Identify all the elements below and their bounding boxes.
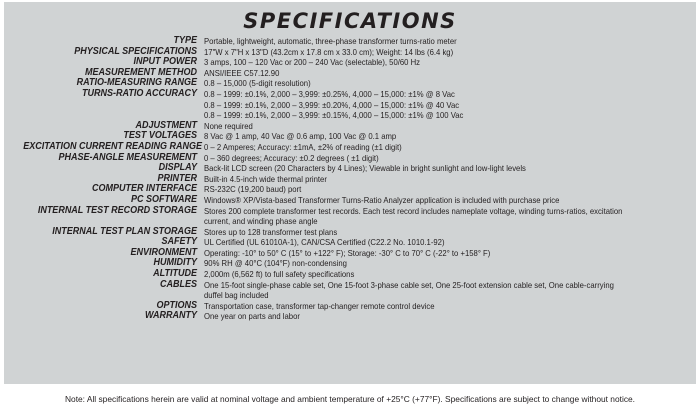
spec-label: TEST VOLTAGES — [123, 130, 197, 142]
spec-row-cables — [4, 280, 696, 291]
spec-value: 0 – 2 Amperes; Accuracy: ±1mA, ±2% of reading (±1 digit) — [204, 141, 402, 152]
spec-value: RS-232C (19,200 baud) port — [204, 184, 302, 195]
spec-label: RATIO-MEASURING RANGE — [76, 77, 197, 89]
specifications-panel — [4, 2, 696, 384]
spec-row-cables-cont — [4, 290, 696, 301]
spec-label: EXCITATION CURRENT READING RANGE — [23, 140, 202, 152]
spec-row-display — [4, 163, 696, 174]
spec-label: DISPLAY — [158, 162, 197, 174]
spec-label: SAFETY — [161, 236, 197, 248]
spec-label: HUMIDITY — [153, 257, 197, 269]
spec-value: One year on parts and labor — [204, 311, 300, 322]
spec-table — [4, 36, 696, 322]
spec-value: None required — [204, 120, 253, 131]
spec-label: WARRANTY — [144, 310, 197, 322]
spec-row-options — [4, 301, 696, 312]
spec-value: Stores 200 complete transformer test records. Each test record includes nameplate voltage, winding turns-ratios, excitation — [204, 205, 623, 216]
spec-value: Transportation case, transformer tap-changer remote control device — [204, 300, 435, 311]
spec-label: INTERNAL TEST PLAN STORAGE — [52, 225, 197, 237]
spec-row-physical-specifications — [4, 47, 696, 58]
spec-value: 2,000m (6,562 ft) to full safety specifications — [204, 269, 355, 280]
spec-value: 0.8 – 1999: ±0.1%, 2,000 – 3,999: ±0.15%, 4,000 – 15,000: ±1% @ 100 Vac — [204, 110, 464, 121]
spec-row-safety — [4, 237, 696, 248]
spec-value: 3 amps, 100 – 120 Vac or 200 – 240 Vac (selectable), 50/60 Hz — [204, 57, 421, 68]
spec-row-internal-test-plan-storage — [4, 227, 696, 238]
spec-label: COMPUTER INTERFACE — [91, 183, 197, 195]
spec-value: Back-lit LCD screen (20 Characters by 4 Lines); Viewable in bright sunlight and low-light levels — [204, 163, 526, 174]
spec-value: 8 Vac @ 1 amp, 40 Vac @ 0.6 amp, 100 Vac @ 0.1 amp — [204, 131, 397, 142]
spec-label: INTERNAL TEST RECORD STORAGE — [37, 204, 198, 216]
spec-row-internal-test-record-storage — [4, 206, 696, 217]
spec-row-phase-angle — [4, 153, 696, 164]
spec-value: 90% RH @ 40°C (104°F) non-condensing — [204, 258, 347, 269]
spec-row-humidity — [4, 258, 696, 269]
spec-row-environment — [4, 248, 696, 259]
spec-value: UL Certified (UL 61010A-1), CAN/CSA Certified (C22.2 No. 1010.1-92) — [204, 237, 445, 248]
spec-label: PC SOFTWARE — [130, 193, 197, 205]
spec-value: Portable, lightweight, automatic, three-phase transformer turns-ratio meter — [204, 36, 457, 46]
spec-row-adjustment — [4, 121, 696, 132]
footnote: Note: All specifications herein are valid at nominal voltage and ambient temperature of +25°C (+77°F). Specifications are subject to change without notice. — [64, 394, 635, 404]
spec-label: OPTIONS — [156, 299, 197, 311]
spec-value: Built-in 4.5-inch wide thermal printer — [204, 173, 327, 184]
page-title: SPECIFICATIONS — [243, 9, 457, 33]
spec-label: CABLES — [159, 278, 197, 290]
spec-value: 0.8 – 15,000 (5-digit resolution) — [204, 78, 311, 89]
spec-value: Windows® XP/Vista-based Transformer Turns-Ratio Analyzer application is included with purchase price — [204, 194, 560, 205]
spec-value: Stores up to 128 transformer test plans — [204, 226, 338, 237]
spec-row-warranty — [4, 311, 696, 322]
spec-label: ADJUSTMENT — [135, 119, 197, 131]
spec-row-turns-ratio-accuracy — [4, 89, 696, 100]
spec-value: current, and winding phase angle — [204, 216, 318, 227]
spec-row-computer-interface — [4, 184, 696, 195]
spec-value: One 15-foot single-phase cable set, One 15-foot 3-phase cable set, One 25-foot extension cable set, One cable-carrying — [204, 279, 614, 290]
spec-label: PHASE-ANGLE MEASUREMENT — [58, 151, 198, 163]
spec-value: duffel bag included — [204, 290, 269, 301]
spec-label: ENVIRONMENT — [130, 246, 197, 258]
spec-value: 0.8 – 1999: ±0.1%, 2,000 – 3,999: ±0.20%, 4,000 – 15,000: ±1% @ 40 Vac — [204, 99, 460, 110]
spec-value: Operating: -10° to 50° C (15° to +122° F); Storage: -30° C to 70° C (-22° to +158° F) — [204, 247, 491, 258]
spec-label: MEASUREMENT METHOD — [84, 66, 197, 78]
spec-label: TYPE — [173, 35, 197, 46]
spec-label: TURNS-RATIO ACCURACY — [81, 87, 197, 99]
spec-label: ALTITUDE — [153, 268, 197, 280]
spec-value: ANSI/IEEE C57.12.90 — [204, 67, 280, 78]
spec-value: 0 – 360 degrees; Accuracy: ±0.2 degrees ( ±1 digit) — [204, 152, 379, 163]
spec-label: PHYSICAL SPECIFICATIONS — [74, 45, 197, 57]
spec-value: 17"W x 7"H x 13"D (43.2cm x 17.8 cm x 33.0 cm); Weight: 14 lbs (6.4 kg) — [204, 46, 454, 57]
spec-row-turns-ratio-accuracy-40vac — [4, 100, 696, 111]
spec-row-turns-ratio-accuracy-100vac — [4, 110, 696, 121]
spec-label: PRINTER — [157, 172, 197, 184]
spec-label: INPUT POWER — [133, 56, 197, 68]
spec-row-altitude — [4, 269, 696, 280]
spec-value: 0.8 – 1999: ±0.1%, 2,000 – 3,999: ±0.25%, 4,000 – 15,000: ±1% @ 8 Vac — [204, 88, 455, 99]
